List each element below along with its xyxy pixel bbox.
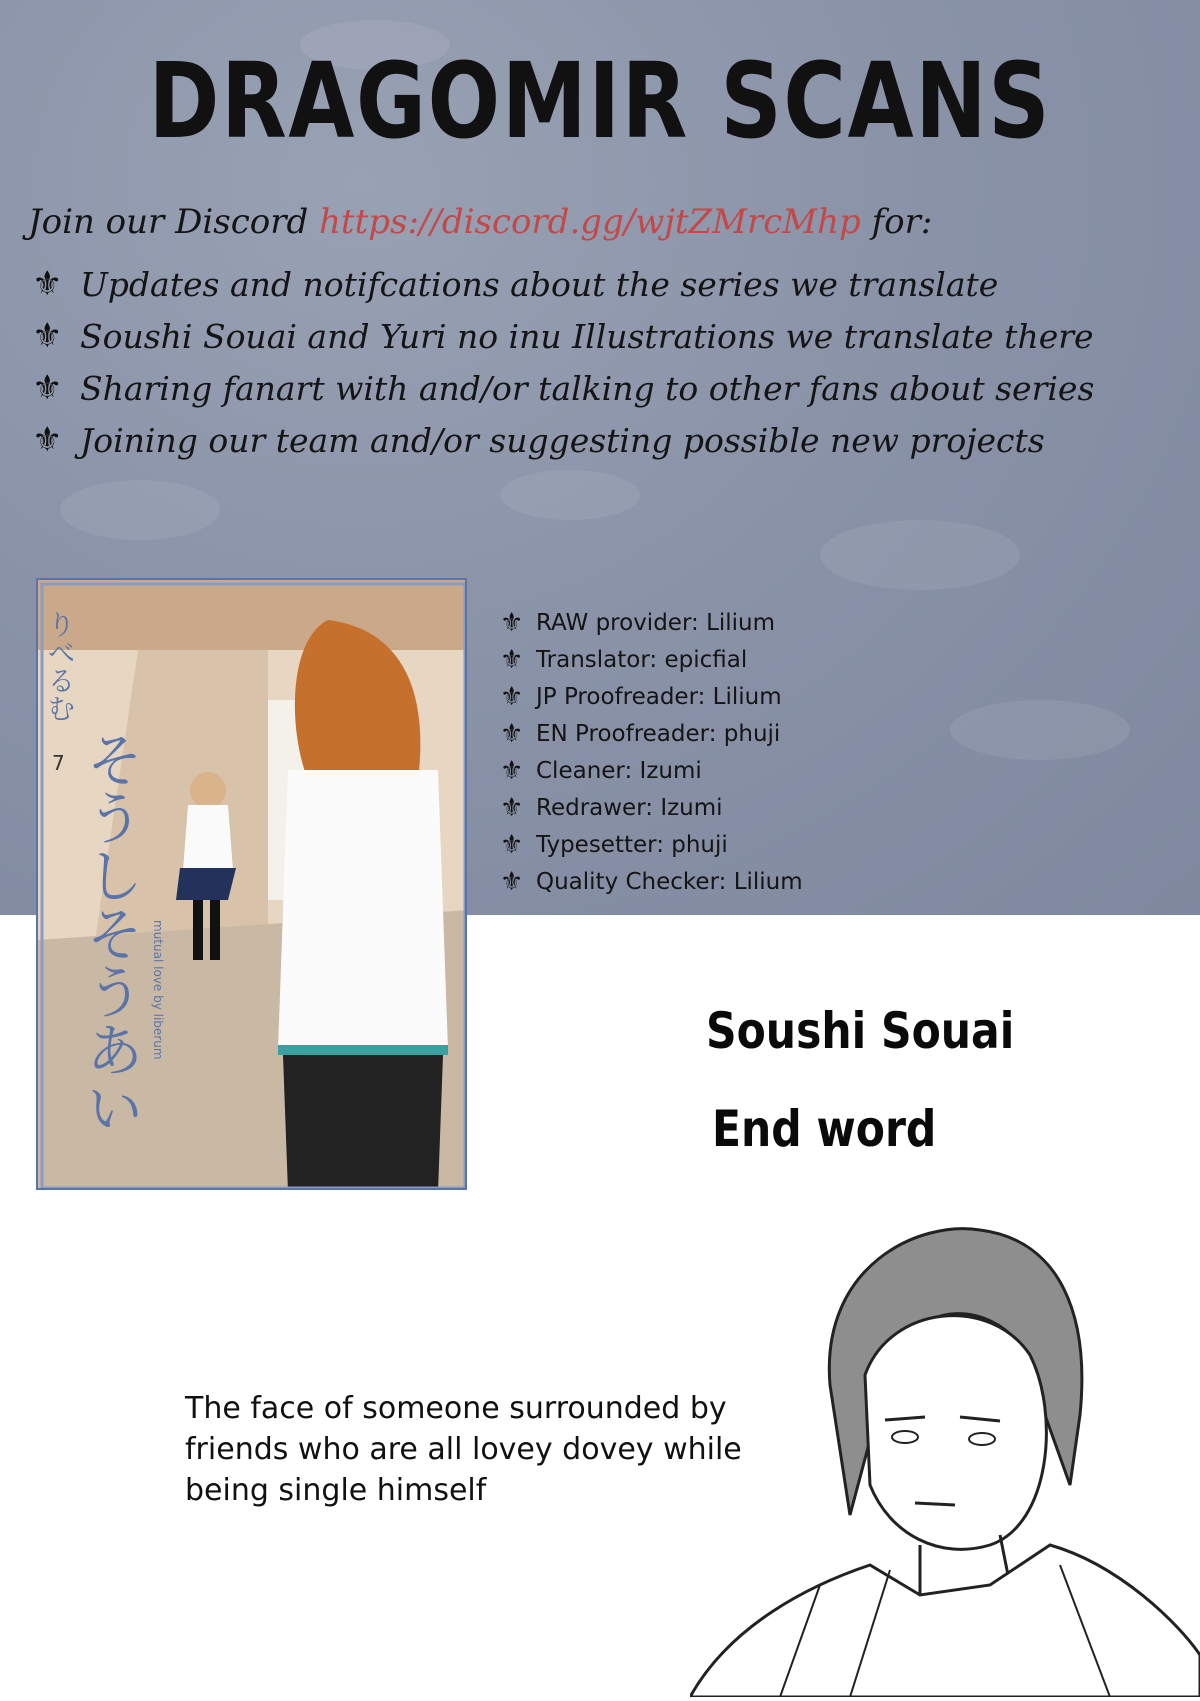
fleur-de-lis-icon: ⚜	[500, 681, 524, 712]
fleur-de-lis-icon: ⚜	[500, 718, 524, 749]
discord-suffix: for:	[871, 202, 933, 242]
fleur-de-lis-icon: ⚜	[500, 607, 524, 638]
list-item	[32, 310, 1094, 362]
series-name: Soushi Souai	[706, 1002, 1015, 1060]
cover-volume: 7	[52, 751, 65, 775]
fleur-de-lis-icon: ⚜	[500, 792, 524, 823]
credit-text: EN Proofreader: phuji	[536, 720, 781, 747]
credit-item	[500, 752, 803, 789]
list-item-text: Joining our team and/or suggesting possible new projects	[80, 420, 1045, 460]
fleur-de-lis-icon: ⚜	[32, 264, 63, 304]
discord-invite	[28, 202, 932, 242]
credit-item	[500, 789, 803, 826]
cover-title: そうしそうあい	[76, 730, 144, 1136]
fleur-de-lis-icon: ⚜	[32, 316, 63, 356]
credit-text: Translator: epicfial	[536, 646, 748, 673]
credits-list	[500, 604, 803, 900]
credit-text: Cleaner: Izumi	[536, 757, 702, 784]
fleur-de-lis-icon: ⚜	[32, 368, 63, 408]
section-heading: End word	[712, 1100, 937, 1158]
list-item	[32, 362, 1094, 414]
credit-item	[500, 641, 803, 678]
fleur-de-lis-icon: ⚜	[500, 866, 524, 897]
credit-item	[500, 863, 803, 900]
credit-item	[500, 715, 803, 752]
credit-item	[500, 826, 803, 863]
page-title: DRAGOMIR SCANS	[148, 40, 1052, 162]
fleur-de-lis-icon: ⚜	[500, 755, 524, 786]
list-item	[32, 414, 1094, 466]
credit-text: Redrawer: Izumi	[536, 794, 723, 821]
credit-text: Typesetter: phuji	[536, 831, 728, 858]
discord-link[interactable]: https://discord.gg/wjtZMrcMhp	[319, 202, 861, 242]
credit-item	[500, 678, 803, 715]
cover-subtitle: mutual love by liberum	[151, 920, 165, 1060]
list-item	[32, 258, 1094, 310]
list-item-text: Sharing fanart with and/or talking to other fans about series	[80, 368, 1095, 408]
discord-benefits-list	[32, 258, 1094, 466]
credit-text: Quality Checker: Lilium	[536, 868, 803, 895]
fleur-de-lis-icon: ⚜	[32, 420, 63, 460]
credit-text: RAW provider: Lilium	[536, 609, 776, 636]
credit-item	[500, 604, 803, 641]
fleur-de-lis-icon: ⚜	[500, 644, 524, 675]
credit-text: JP Proofreader: Lilium	[536, 683, 782, 710]
character-illustration	[690, 1225, 1200, 1701]
list-item-text: Soushi Souai and Yuri no inu Illustrations we translate there	[80, 316, 1094, 356]
character-caption: The face of someone surrounded by friends who are all lovey dovey while being single himself	[185, 1391, 742, 1508]
cover-author: りべるむ	[43, 610, 77, 722]
fleur-de-lis-icon: ⚜	[500, 829, 524, 860]
volume-cover-image	[36, 578, 467, 1190]
discord-prefix: Join our Discord	[28, 202, 309, 242]
list-item-text: Updates and notifcations about the series we translate	[80, 264, 999, 304]
